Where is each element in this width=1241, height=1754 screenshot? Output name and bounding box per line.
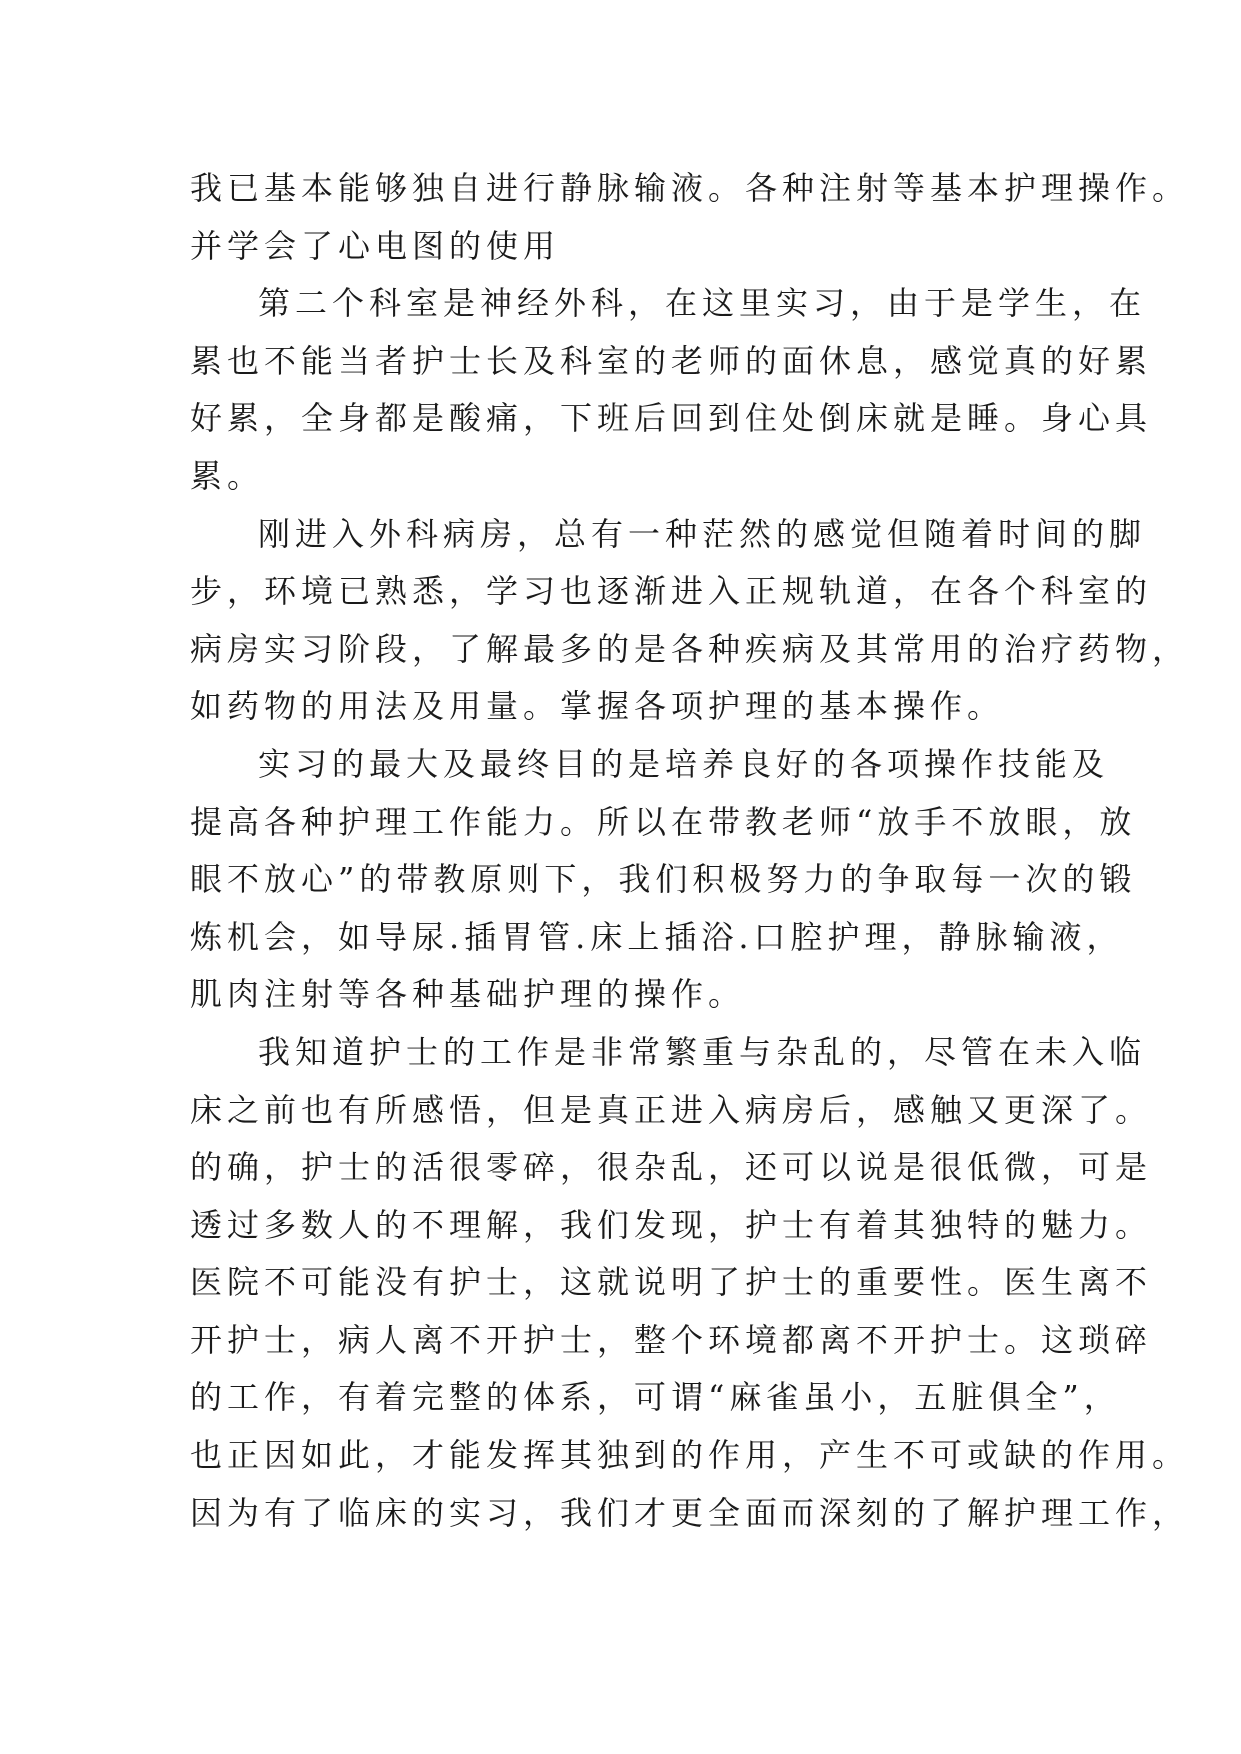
text-line: 炼机会，如导尿.插胃管.床上插浴.口腔护理，静脉输液， xyxy=(190,917,1124,956)
text-line: 也正因如此，才能发挥其独到的作用，产生不可或缺的作用。 xyxy=(190,1436,1190,1475)
text-line: 如药物的用法及用量。掌握各项护理的基本操作。 xyxy=(190,687,1005,726)
text-line: 眼不放心”的带教原则下，我们积极努力的争取每一次的锻 xyxy=(190,860,1137,899)
text-line: 好累，全身都是酸痛，下班后回到住处倒床就是睡。身心具 xyxy=(190,399,1153,438)
text-line: 累。 xyxy=(190,456,265,495)
text-line: 床之前也有所感悟，但是真正进入病房后，感触又更深了。 xyxy=(190,1090,1153,1129)
text-line: 病房实习阶段，了解最多的是各种疾病及其常用的治疗药物， xyxy=(190,629,1190,668)
text-line: 步，环境已熟悉，学习也逐渐进入正规轨道，在各个科室的 xyxy=(190,572,1153,611)
text-line: 的确，护士的活很零碎，很杂乱，还可以说是很低微，可是 xyxy=(190,1148,1153,1187)
text-line: 透过多数人的不理解，我们发现，护士有着其独特的魅力。 xyxy=(190,1205,1153,1244)
text-line: 肌肉注射等各种基础护理的操作。 xyxy=(190,975,746,1014)
text-line: 并学会了心电图的使用 xyxy=(190,226,561,265)
text-line: 开护士，病人离不开护士，整个环境都离不开护士。这琐碎 xyxy=(190,1320,1153,1359)
text-line: 因为有了临床的实习，我们才更全面而深刻的了解护理工作， xyxy=(190,1493,1190,1532)
paragraph-first-line: 我知道护士的工作是非常繁重与杂乱的，尽管在未入临 xyxy=(258,1032,1147,1071)
text-line: 的工作，有着完整的体系，可谓“麻雀虽小，五脏俱全”， xyxy=(190,1378,1121,1417)
text-line: 医院不可能没有护士，这就说明了护士的重要性。医生离不 xyxy=(190,1263,1153,1302)
paragraph-first-line: 实习的最大及最终目的是培养良好的各项操作技能及 xyxy=(258,744,1110,783)
paragraph-first-line: 刚进入外科病房，总有一种茫然的感觉但随着时间的脚 xyxy=(258,514,1147,553)
body-text xyxy=(190,160,1190,1542)
text-line: 提高各种护理工作能力。所以在带教老师“放手不放眼，放 xyxy=(190,802,1137,841)
text-line: 我已基本能够独自进行静脉输液。各种注射等基本护理操作。 xyxy=(190,169,1190,207)
text-line: 累也不能当者护士长及科室的老师的面休息，感觉真的好累 xyxy=(190,341,1153,380)
paragraph-first-line: 第二个科室是神经外科，在这里实习，由于是学生，在 xyxy=(258,284,1147,323)
